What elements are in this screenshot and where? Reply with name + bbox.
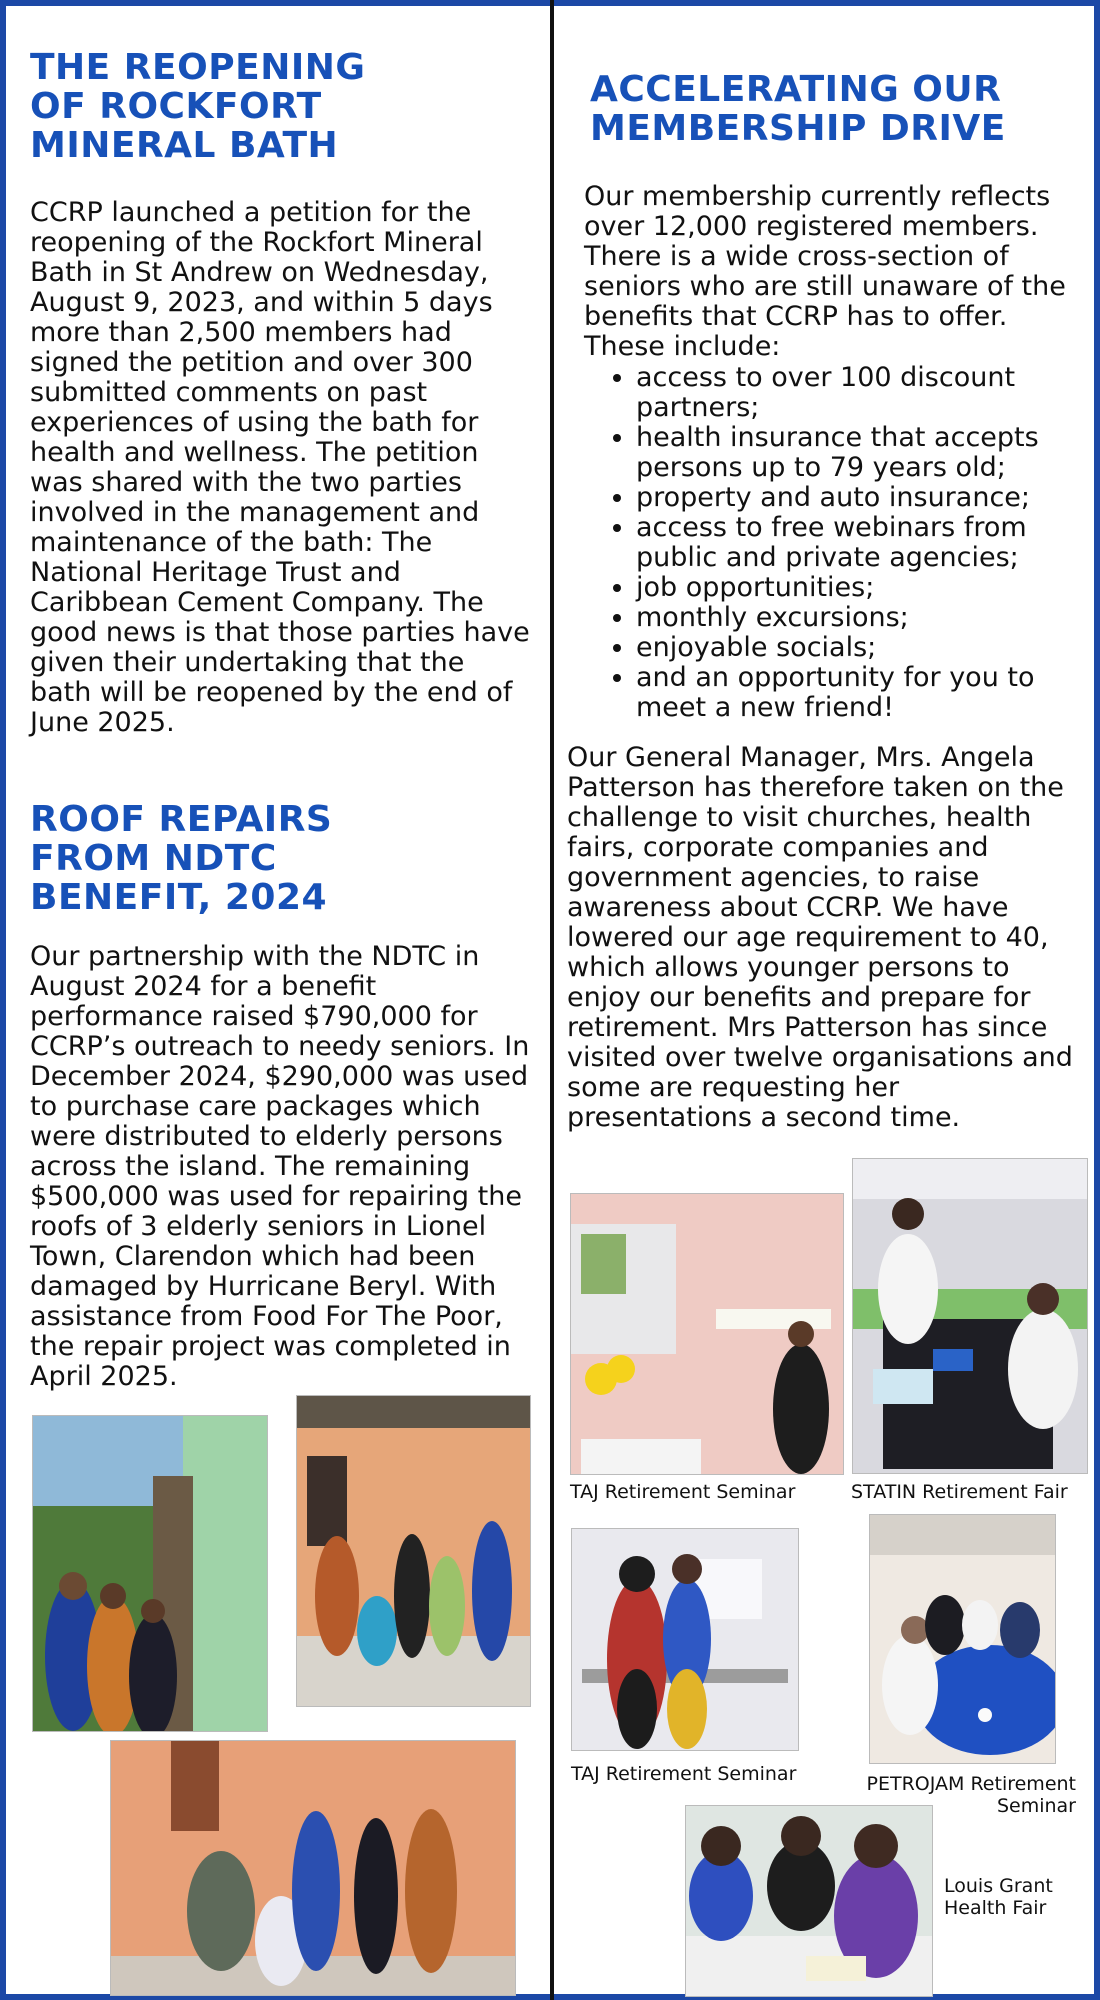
roof-visit-photo-2 — [296, 1395, 531, 1707]
roof-repairs-body: Our partnership with the NDTC in August 2024 for a benefit performance raised $790,000 for CCRP’s outreach to needy seniors. In December 2024, $290,000 was used to purchase care packages which were distributed to elderly persons across the island. The remaining $500,000 was used for repairing the roofs of 3 elderly seniors in Lionel Town, Clarendon which had been damaged by Hurricane Beryl. With assistance from Food For The Poor, the repair project was completed in April 2025. — [30, 941, 530, 1392]
column-divider — [550, 0, 554, 2000]
petrojam-seminar-photo — [869, 1514, 1056, 1764]
roof-visit-photo-3 — [110, 1740, 516, 1996]
membership-drive-heading: ACCELERATING OUR MEMBERSHIP DRIVE — [590, 69, 1006, 149]
rockfort-bath-heading: THE REOPENING OF ROCKFORT MINERAL BATH — [30, 47, 366, 166]
caption-louis-line2: Health Fair — [944, 1897, 1047, 1919]
caption-petrojam-line1: PETROJAM Retirement — [866, 1773, 1076, 1795]
benefit-item: • job opportunities; — [636, 573, 1100, 603]
photo-placeholder — [870, 1515, 1055, 1763]
benefit-item: • access to over 100 discount partners; — [636, 363, 1100, 423]
louis-grant-photo — [685, 1805, 933, 1997]
photo-placeholder — [111, 1741, 515, 1995]
benefit-item: • and an opportunity for you to meet a new friend! — [636, 663, 1100, 723]
caption-petrojam-seminar — [840, 1773, 1076, 1817]
photo-placeholder — [853, 1159, 1087, 1473]
benefit-item: • enjoyable socials; — [636, 633, 1100, 663]
caption-petrojam-line2: Seminar — [996, 1795, 1076, 1817]
photo-placeholder — [572, 1529, 798, 1750]
taj-seminar-photo-2 — [571, 1528, 799, 1751]
benefit-item: • access to free webinars from public and private agencies; — [636, 513, 1100, 573]
caption-taj-seminar-1: TAJ Retirement Seminar — [570, 1481, 796, 1503]
benefit-item: • monthly excursions; — [636, 603, 1100, 633]
caption-taj-seminar-2: TAJ Retirement Seminar — [571, 1763, 797, 1785]
rockfort-bath-body: CCRP launched a petition for the reopening of the Rockfort Mineral Bath in St Andrew on Wednesday, August 9, 2023, and within 5 days more than 2,500 members had signed the petition and over 300 submitted comments on past experiences of using the bath for health and wellness. The petition was shared with the two parties involved in the management and maintenance of the bath: The National Heritage Trust and Caribbean Cement Company. The good news is that those parties have given their undertaking that the bath will be reopened by the end of June 2025. — [30, 197, 530, 738]
benefits-list — [584, 363, 1100, 723]
taj-seminar-photo-1 — [570, 1193, 844, 1475]
caption-louis-line1: Louis Grant — [944, 1875, 1053, 1897]
photo-placeholder — [686, 1806, 932, 1996]
roof-repairs-heading: ROOF REPAIRS FROM NDTC BENEFIT, 2024 — [30, 799, 333, 918]
statin-fair-photo — [852, 1158, 1088, 1474]
benefit-item: • health insurance that accepts persons up to 79 years old; — [636, 423, 1100, 483]
benefit-item: • property and auto insurance; — [636, 483, 1100, 513]
membership-intro: Our membership currently reflects over 12,000 registered members. There is a wide cross-section of seniors who are still unaware of the benefits that CCRP has to offer. These include: — [584, 181, 1066, 362]
roof-visit-photo-1 — [32, 1415, 268, 1732]
caption-louis-grant — [944, 1875, 1053, 1919]
photo-placeholder — [297, 1396, 530, 1706]
caption-statin-fair: STATIN Retirement Fair — [851, 1481, 1068, 1503]
membership-closing: Our General Manager, Mrs. Angela Patterson has therefore taken on the challenge to visit churches, health fairs, corporate companies and government agencies, to raise awareness about CCRP. We have lowered our age requirement to 40, which allows younger persons to enjoy our benefits and prepare for retirement. Mrs Patterson has since visited over twelve organisations and some are requesting her presentations a second time. — [567, 742, 1073, 1133]
photo-placeholder — [571, 1194, 843, 1474]
photo-placeholder — [33, 1416, 267, 1731]
